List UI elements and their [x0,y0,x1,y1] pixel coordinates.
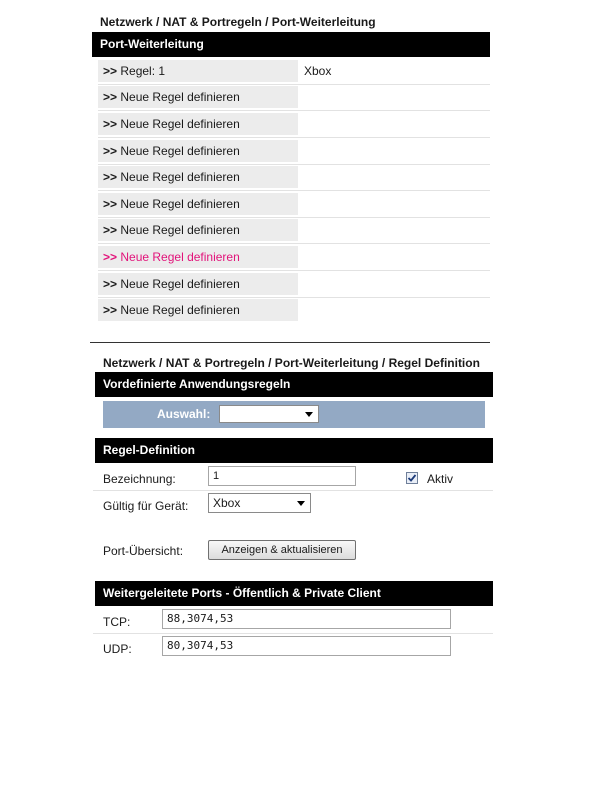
new-rule-link[interactable] [98,86,298,108]
chevron-down-icon [305,412,313,417]
rule-label: Neue Regel definieren [120,250,240,264]
rule-label: Regel: 1 [120,64,166,78]
double-arrow-icon: >> [103,197,118,211]
definition-breadcrumb: Netzwerk / NAT & Portregeln / Port-Weiterleitung / Regel Definition [103,356,480,370]
udp-row [93,634,493,660]
rule-row [98,191,490,218]
new-rule-link[interactable] [98,140,298,162]
rule-row [98,138,490,165]
rule-label: Neue Regel definieren [120,303,240,317]
new-rule-link[interactable] [98,273,298,295]
device-select[interactable] [208,493,311,513]
double-arrow-icon: >> [103,250,118,264]
port-overview-label: Port-Übersicht: [103,544,184,558]
rule-link[interactable] [98,60,298,82]
rule-label: Neue Regel definieren [120,90,240,104]
double-arrow-icon: >> [103,303,118,317]
forwarded-ports-header: Weitergeleitete Ports - Öffentlich & Private Client [95,581,493,606]
chevron-down-icon [297,501,305,506]
auswahl-label: Auswahl: [157,407,211,421]
rule-row [98,111,490,138]
rule-row [98,84,490,111]
predefined-rules-header: Vordefinierte Anwendungsregeln [95,372,493,397]
new-rule-link[interactable] [98,113,298,135]
rule-definition-header: Regel-Definition [95,438,493,463]
udp-input[interactable]: 80,3074,53 [162,636,451,656]
port-overview-row [93,537,493,567]
auswahl-band [103,401,485,428]
double-arrow-icon: >> [103,117,118,131]
double-arrow-icon: >> [103,144,118,158]
rule-row [98,164,490,191]
show-refresh-button[interactable]: Anzeigen & aktualisieren [208,540,356,560]
rule-row [98,297,490,323]
device-row [93,491,493,537]
active-checkbox[interactable] [406,472,418,484]
rule-label: Neue Regel definieren [120,197,240,211]
active-label: Aktiv [427,472,454,486]
rule-row [98,217,490,244]
double-arrow-icon: >> [103,223,118,237]
rule-row [98,58,490,85]
udp-label: UDP: [103,642,132,656]
new-rule-link-highlighted[interactable] [98,246,298,268]
port-forwarding-header: Port-Weiterleitung [92,32,490,57]
name-label: Bezeichnung: [103,472,176,486]
new-rule-link[interactable] [98,166,298,188]
tcp-label: TCP: [103,615,131,629]
new-rule-link[interactable] [98,299,298,321]
device-label: Gültig für Gerät: [103,499,189,513]
top-breadcrumb: Netzwerk / NAT & Portregeln / Port-Weiterleitung [100,15,376,29]
name-row [93,464,493,491]
double-arrow-icon: >> [103,277,118,291]
device-selected-value: Xbox [213,496,241,510]
new-rule-link[interactable] [98,193,298,215]
auswahl-select[interactable] [219,405,319,423]
rule-label: Neue Regel definieren [120,144,240,158]
double-arrow-icon: >> [103,90,118,104]
rule-row [98,244,490,271]
tcp-input[interactable]: 88,3074,53 [162,609,451,629]
name-input[interactable]: 1 [208,466,356,486]
rule-row [98,271,490,298]
rule-label: Neue Regel definieren [120,170,240,184]
rule-label: Neue Regel definieren [120,117,240,131]
rule-label: Neue Regel definieren [120,277,240,291]
checkmark-icon [407,473,417,483]
tcp-row [93,607,493,634]
section-divider [90,342,490,343]
double-arrow-icon: >> [103,170,118,184]
new-rule-link[interactable] [98,219,298,241]
double-arrow-icon: >> [103,64,118,78]
rule-device-value: Xbox [304,64,332,78]
rule-label: Neue Regel definieren [120,223,240,237]
